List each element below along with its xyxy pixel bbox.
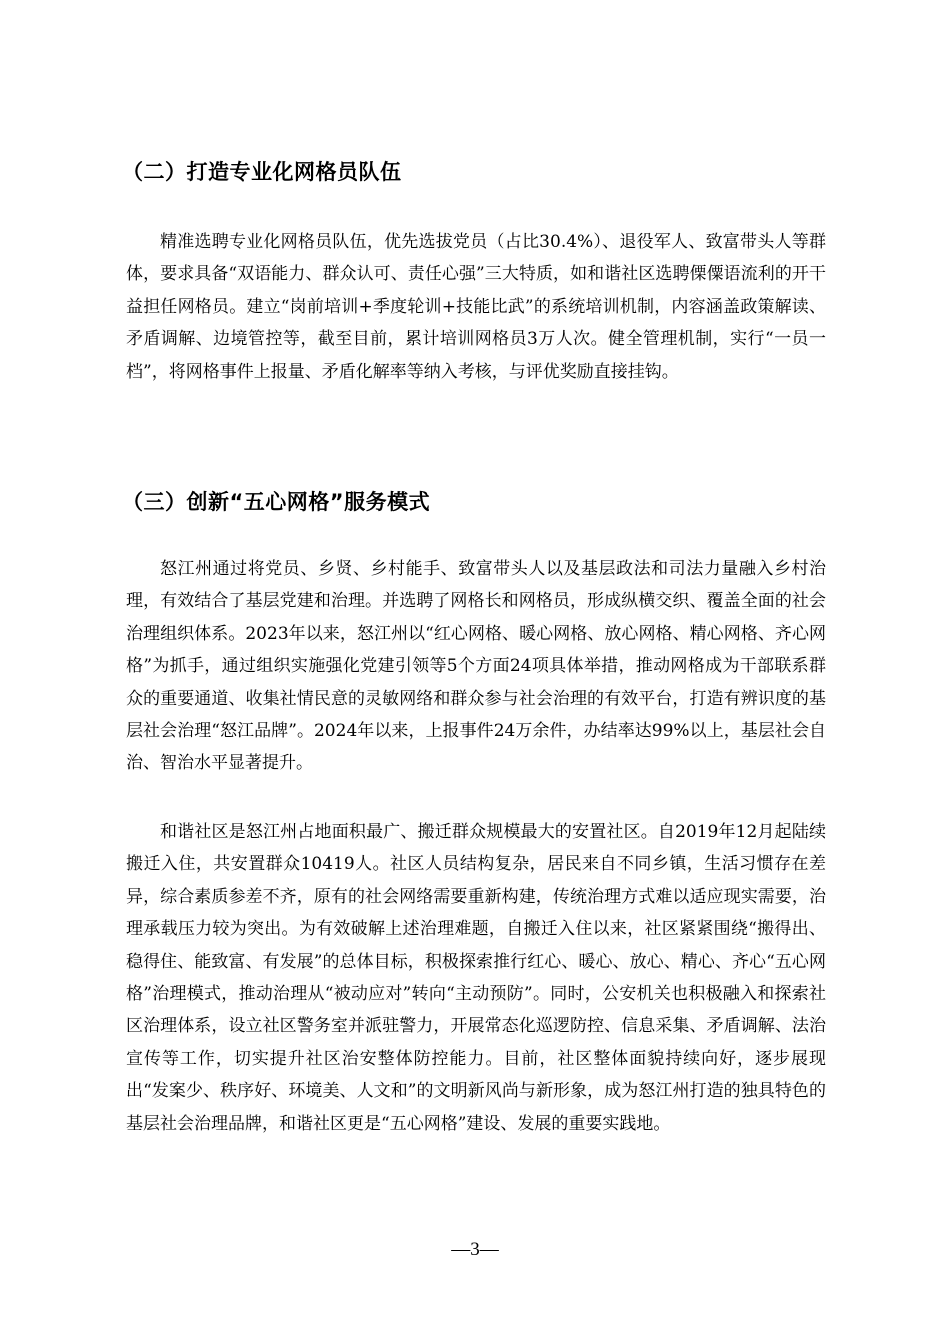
section-heading-five-hearts-grid: （三）创新“五心网格”服务模式 xyxy=(122,490,431,514)
page-number: —3— xyxy=(451,1239,499,1260)
section-heading-professional-grid-staff: （二）打造专业化网格员队伍 xyxy=(122,160,402,184)
paragraph-grid-staff-recruitment: 精准选聘专业化网格员队伍，优先选拔党员（占比30.4%）、退役军人、致富带头人等群体，要求具备“双语能力、群众认可、责任心强”三大特质，如和谐社区选聘傈僳语流利的开干益担任网格员。建立“岗前培训+季度轮训+技能比武”的系统培训机制，内容涵盖政策解读、矛盾调解、边境管控等，截至目前，累计培训网格员3万人次。健全管理机制，实行“一员一档”，将网格事件上报量、矛盾化解率等纳入考核，与评优奖励直接挂钩。 xyxy=(126,232,826,382)
paragraph-nujiang-grid-governance: 怒江州通过将党员、乡贤、乡村能手、致富带头人以及基层政法和司法力量融入乡村治理，有效结合了基层党建和治理。并选聘了网格长和网格员，形成纵横交织、覆盖全面的社会治理组织体系。2023年以来，怒江州以“红心网格、暖心网格、放心网格、精心网格、齐心网格”为抓手，通过组织实施强化党建引领等5个方面24项具体举措，推动网格成为干部联系群众的重要通道、收集社情民意的灵敏网络和群众参与社会治理的有效平台，打造有辨识度的基层社会治理“怒江品牌”。2024年以来，上报事件24万余件，办结率达99%以上，基层社会自治、智治水平显著提升。 xyxy=(126,559,826,774)
paragraph-hexie-community: 和谐社区是怒江州占地面积最广、搬迁群众规模最大的安置社区。自2019年12月起陆续搬迁入住，共安置群众10419人。社区人员结构复杂，居民来自不同乡镇，生活习惯存在差异，综合素质参差不齐，原有的社会网络需要重新构建，传统治理方式难以适应现实需要，治理承载压力较为突出。为有效破解上述治理难题，自搬迁入住以来，社区紧紧围绕“搬得出、稳得住、能致富、有发展”的总体目标，积极探索推行红心、暖心、放心、精心、齐心“五心网格”治理模式，推动治理从“被动应对”转向“主动预防”。同时，公安机关也积极融入和探索社区治理体系，设立社区警务室并派驻警力，开展常态化巡逻防控、信息采集、矛盾调解、法治宣传等工作，切实提升社区治安整体防控能力。目前，社区整体面貌持续向好，逐步展现出“发案少、秩序好、环境美、人文和”的文明新风尚与新形象，成为怒江州打造的独具特色的基层社会治理品牌，和谐社区更是“五心网格”建设、发展的重要实践地。 xyxy=(126,822,826,1134)
